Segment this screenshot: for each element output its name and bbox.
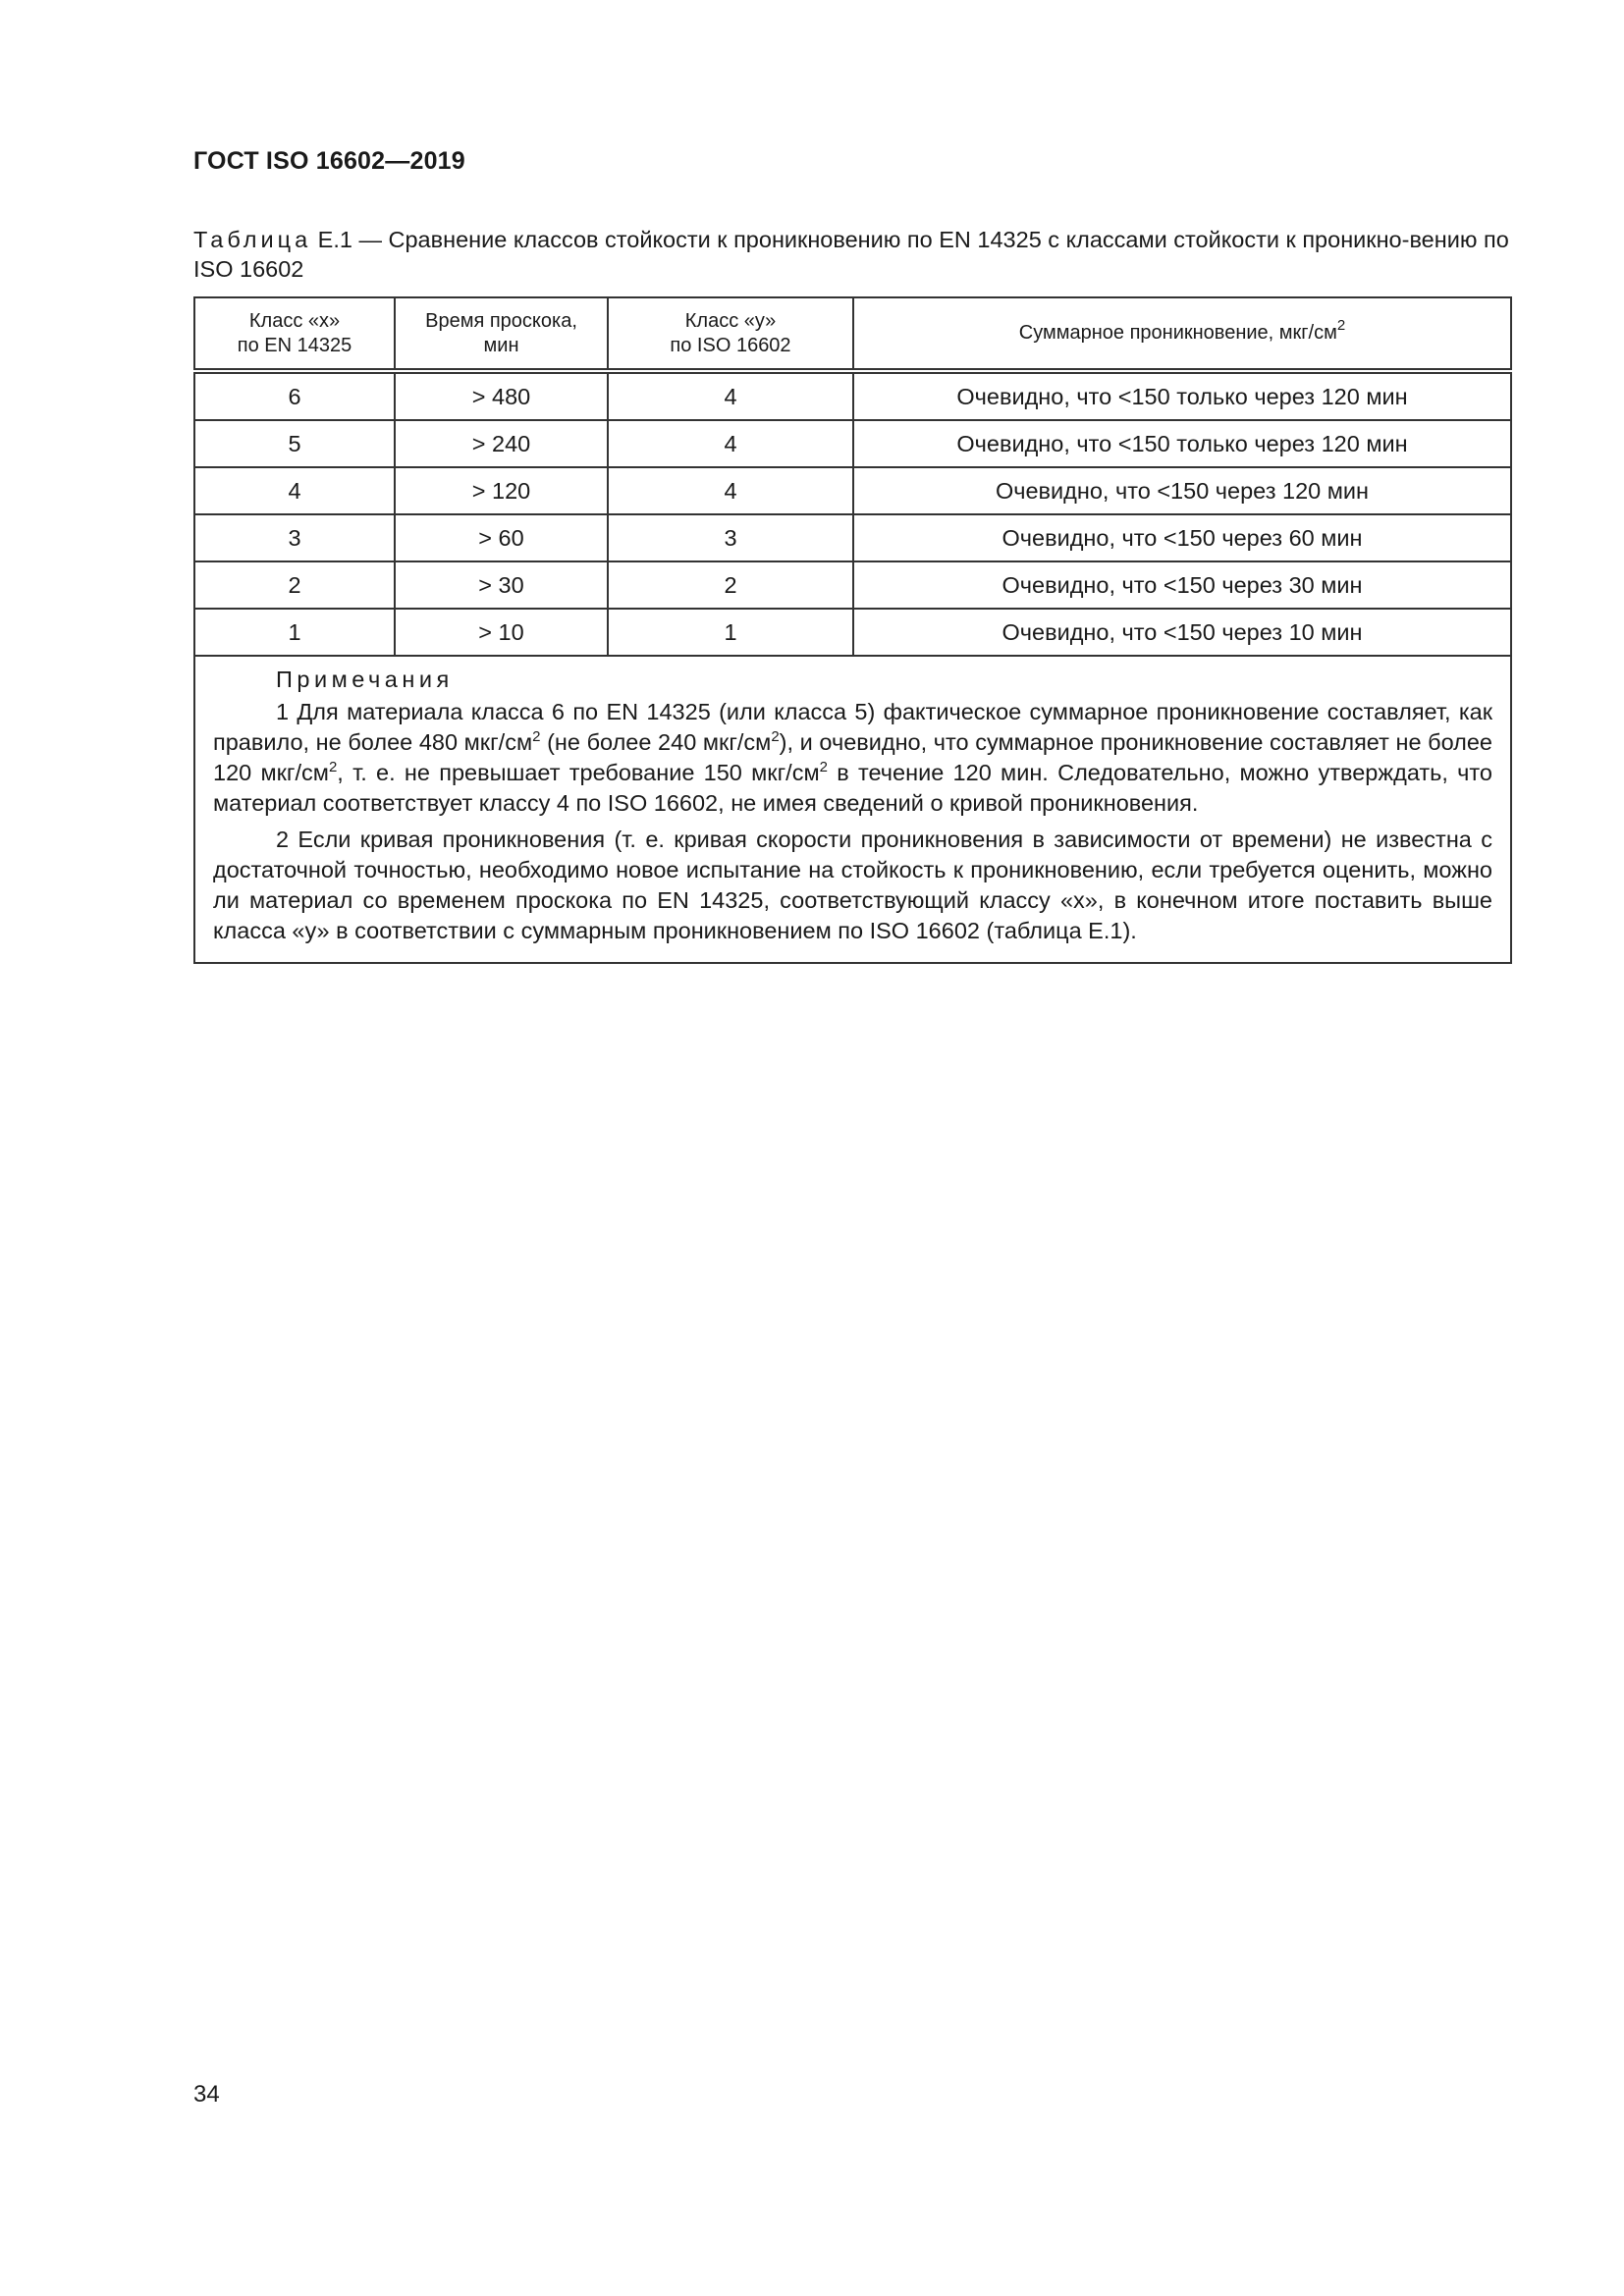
note-1-sup2: 2 [771, 728, 780, 745]
cell-breakthrough: > 30 [395, 561, 608, 609]
cell-total-permeation: Очевидно, что <150 только через 120 мин [853, 371, 1511, 420]
table-row [194, 609, 1511, 656]
cell-y-class: 4 [608, 371, 853, 420]
table-caption [193, 225, 1509, 284]
cell-y-class: 2 [608, 561, 853, 609]
header-breakthrough-line1: Время проскока, [425, 309, 577, 332]
document-id: ГОСТ ISO 16602—2019 [193, 147, 465, 175]
header-y-class [608, 297, 853, 371]
table-header-row [194, 297, 1511, 371]
cell-y-class: 4 [608, 467, 853, 514]
cell-breakthrough: > 120 [395, 467, 608, 514]
note-1-part5: в течение 120 мин. Следовательно, можно утверждать, что материал соответствует классу 4 по ISO 16602, не имея сведений о кривой проникновения. [213, 760, 1492, 816]
header-total-permeation [853, 297, 1511, 371]
table-row [194, 371, 1511, 420]
note-1-sup4: 2 [819, 759, 828, 775]
header-x-class-line1: Класс «х» [248, 309, 341, 332]
table-caption-text: Е.1 — Сравнение классов стойкости к проникновению по EN 14325 с классами стойкости к проникно-вению по ISO 16602 [193, 227, 1509, 282]
note-1-sup1: 2 [532, 728, 541, 745]
cell-x-class: 5 [194, 420, 395, 467]
note-2: 2 Если кривая проникновения (т. е. кривая скорости проникновения в зависимости от времени) не известна с достаточной точностью, необходимо новое испытание на стойкость к проникновению, если требуется оценить, можно ли материал со временем проскока по EN 14325, соответствующий классу «х», в конечном итоге поставить выше класса «у» в соответствии с суммарным проникновением по ISO 16602 (таблица Е.1). [213, 827, 1492, 943]
notes-cell [194, 656, 1511, 963]
table-caption-label: Таблица [193, 227, 312, 252]
cell-total-permeation: Очевидно, что <150 только через 120 мин [853, 420, 1511, 467]
header-breakthrough-line2: мин [483, 334, 519, 356]
header-x-class [194, 297, 395, 371]
table-row [194, 561, 1511, 609]
note-1-sup3: 2 [328, 759, 338, 775]
permeation-class-table [193, 296, 1512, 964]
page-number: 34 [193, 2081, 220, 2108]
cell-breakthrough: > 60 [395, 514, 608, 561]
cell-x-class: 4 [194, 467, 395, 514]
header-total-permeation-text: Суммарное проникновение, мкг/см [1018, 322, 1337, 344]
note-1-part1: 1 Для материала класса 6 по EN 14325 (или класса 5) фактическое суммарное проникновение составляет, как правило, не более 480 мкг/см [213, 699, 1492, 755]
cell-y-class: 1 [608, 609, 853, 656]
cell-x-class: 2 [194, 561, 395, 609]
cell-breakthrough: > 10 [395, 609, 608, 656]
cell-total-permeation: Очевидно, что <150 через 60 мин [853, 514, 1511, 561]
cell-total-permeation: Очевидно, что <150 через 120 мин [853, 467, 1511, 514]
header-total-permeation-sup: 2 [1336, 317, 1346, 334]
note-1-part3: ), и очевидно, что суммарное проникновение составляет не более 120 мкг/см [213, 729, 1493, 785]
cell-y-class: 3 [608, 514, 853, 561]
cell-y-class: 4 [608, 420, 853, 467]
cell-x-class: 1 [194, 609, 395, 656]
table-row [194, 420, 1511, 467]
cell-breakthrough: > 240 [395, 420, 608, 467]
cell-breakthrough: > 480 [395, 371, 608, 420]
cell-total-permeation: Очевидно, что <150 через 10 мин [853, 609, 1511, 656]
header-y-class-line1: Класс «у» [684, 309, 777, 332]
header-x-class-line2: по EN 14325 [237, 334, 352, 356]
cell-x-class: 3 [194, 514, 395, 561]
notes-row [194, 656, 1511, 963]
table-row [194, 514, 1511, 561]
note-1 [213, 697, 1492, 819]
note-1-part2: (не более 240 мкг/см [540, 729, 772, 755]
note-1-part4: , т. е. не превышает требование 150 мкг/см [337, 760, 820, 785]
table-row [194, 467, 1511, 514]
cell-x-class: 6 [194, 371, 395, 420]
notes-title: Примечания [276, 667, 454, 692]
header-breakthrough-time [395, 297, 608, 371]
header-y-class-line2: по ISO 16602 [670, 334, 791, 356]
cell-total-permeation: Очевидно, что <150 через 30 мин [853, 561, 1511, 609]
